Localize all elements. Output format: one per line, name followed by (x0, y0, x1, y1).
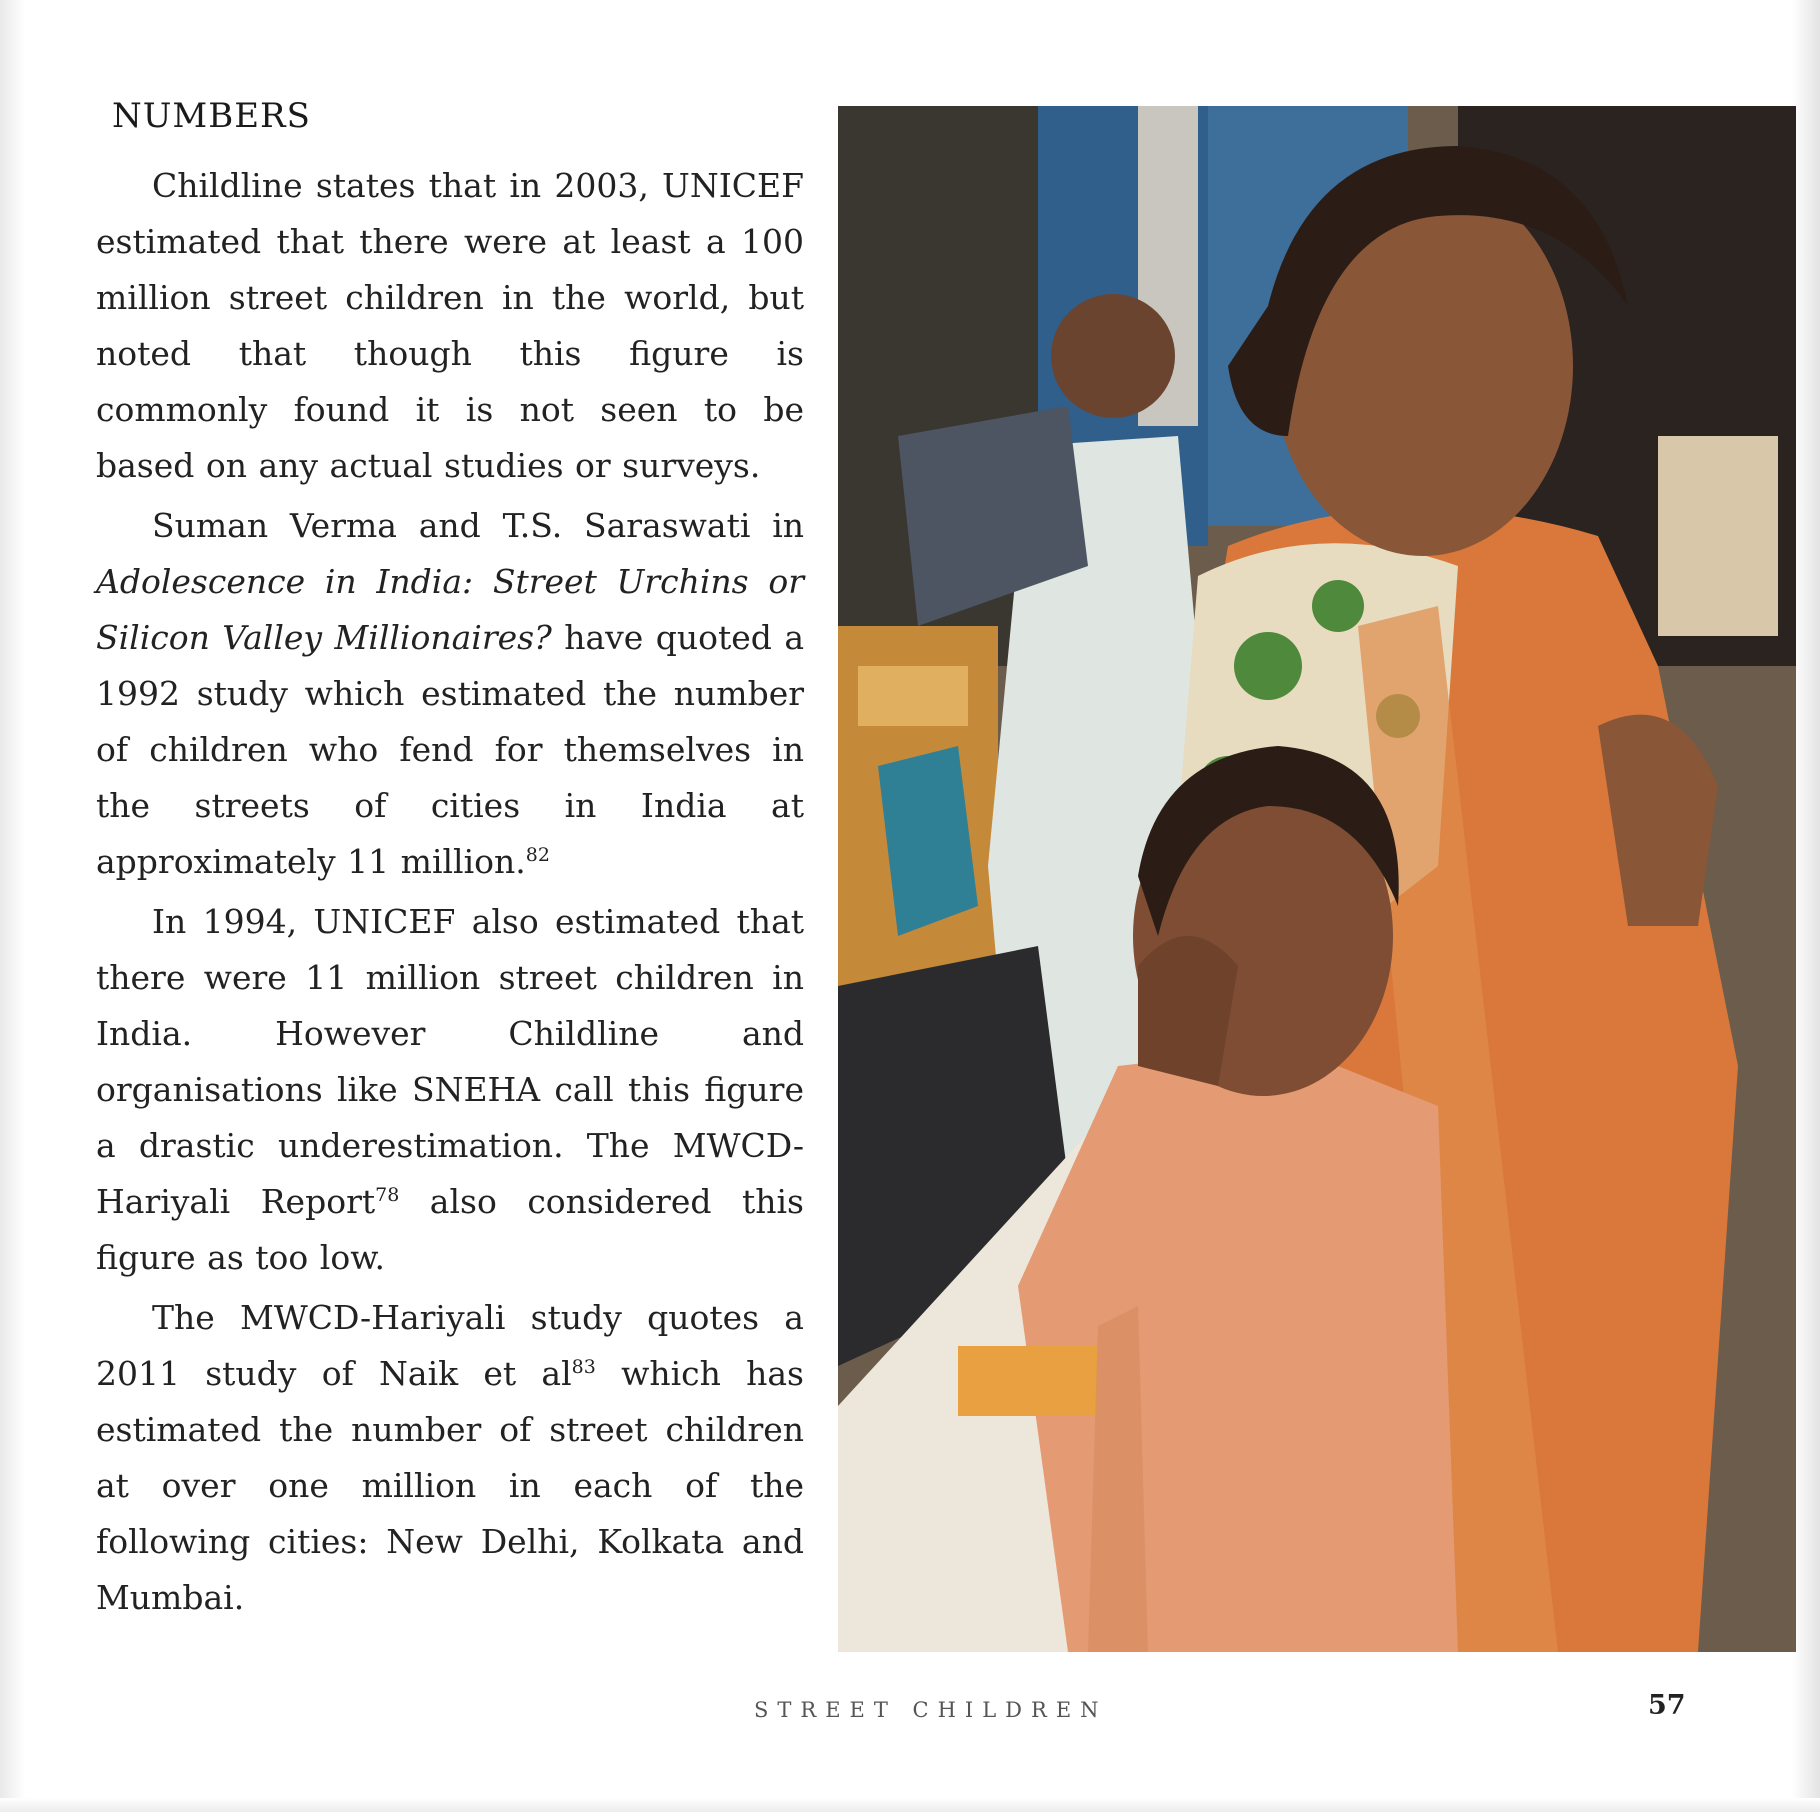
paragraph-3 (96, 894, 804, 1286)
passerby-head (1051, 294, 1175, 418)
paragraph-4-text-before: The MWCD-Hariyali study quotes a 2011 study of Naik et al (96, 1298, 804, 1393)
text-column (96, 96, 804, 1630)
footnote-ref-83: 83 (571, 1356, 596, 1378)
page-number: 57 (1648, 1690, 1686, 1721)
leaf-print-2 (1312, 580, 1364, 632)
paragraph-3-text-after: also considered this figure as too low. (96, 1182, 804, 1277)
page-edge-left (0, 0, 26, 1812)
footnote-ref-78: 78 (375, 1184, 400, 1206)
section-heading: NUMBERS (112, 96, 311, 136)
paragraph-2-text-after: have quoted a 1992 study which estimated the number of children who fend for themselves in the streets of cities in India at approximately 11 million. (96, 618, 804, 881)
boy-cuff (958, 1346, 1098, 1416)
shelf-goods (858, 666, 968, 726)
paragraph-2-text-before: Suman Verma and T.S. Saraswati in (152, 506, 804, 545)
photo-illustration (838, 106, 1796, 1652)
page-edge-right (1792, 0, 1820, 1812)
paragraph-1 (96, 158, 804, 494)
paragraph-4 (96, 1290, 804, 1626)
book-title: Adolescence in India: Street Urchins or Silicon Valley Millionaires? (96, 562, 804, 657)
page-edge-bottom (0, 1798, 1820, 1812)
street-children-photo (838, 106, 1796, 1652)
shop-goods (1658, 436, 1778, 636)
footnote-ref-82: 82 (525, 844, 550, 866)
running-footer: STREET CHILDREN (754, 1698, 1108, 1722)
paragraph-2 (96, 498, 804, 890)
paragraph-4-text-after: which has estimated the number of street children at over one million in each of the following cities: New Delhi, Kolkata and Mumbai. (96, 1354, 804, 1617)
leaf-print-1 (1234, 632, 1302, 700)
paragraph-3-text-before: In 1994, UNICEF also estimated that there were 11 million street children in India. However Childline and organisations like SNEHA call this figure a drastic underestimation. The MWCD-Hariyali Report (96, 902, 804, 1221)
paragraph-1-text: Childline states that in 2003, UNICEF estimated that there were at least a 100 million street children in the world, but noted that though this figure is commonly found it is not seen to be based on any actual studies or surveys. (96, 166, 804, 485)
